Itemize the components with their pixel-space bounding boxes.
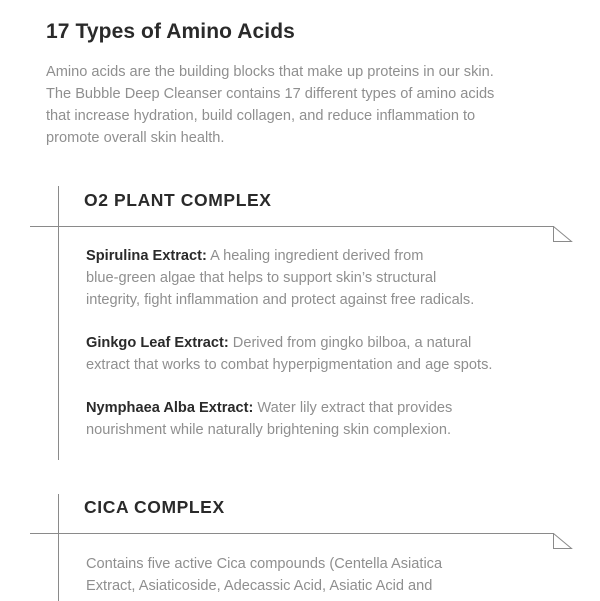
ingredient-desc: Contains five active Cica compounds (Centella Asiatica (86, 556, 443, 572)
ingredient-term: Spirulina Extract: (86, 248, 207, 264)
ingredient-term: Ginkgo Leaf Extract: (86, 335, 229, 351)
intro-line: promote overall skin health. (46, 130, 225, 146)
ingredient-entry (86, 245, 586, 311)
ingredient-entry (86, 332, 586, 376)
intro-line: that increase hydration, build collagen, and reduce inflammation to (46, 108, 476, 124)
folded-corner-icon (553, 226, 575, 242)
intro-title: 17 Types of Amino Acids (46, 20, 295, 43)
ingredient-desc: Derived from gingko bilboa, a natural (228, 335, 472, 351)
section-1-vertical-rule (58, 186, 59, 460)
section-2-horizontal-rule (30, 533, 554, 534)
section-1-heading: O2 PLANT COMPLEX (84, 190, 272, 210)
ingredient-desc: blue-green algae that helps to support skin’s structural (86, 270, 437, 286)
ingredient-entry (86, 553, 586, 597)
ingredient-desc: Water lily extract that provides (253, 400, 453, 416)
section-2-vertical-rule (58, 494, 59, 601)
ingredient-desc: extract that works to combat hyperpigmentation and age spots. (86, 357, 493, 373)
folded-corner-icon (553, 533, 575, 549)
ingredient-desc: A healing ingredient derived from (206, 248, 424, 264)
ingredient-term: Nymphaea Alba Extract: (86, 400, 254, 416)
ingredient-entry (86, 397, 586, 441)
section-2-heading: CICA COMPLEX (84, 497, 225, 517)
section-1-horizontal-rule (30, 226, 554, 227)
ingredient-desc: nourishment while naturally brightening skin complexion. (86, 422, 452, 438)
ingredient-desc: Extract, Asiaticoside, Adecassic Acid, Asiatic Acid and (86, 578, 433, 594)
ingredient-desc: integrity, fight inflammation and protect against free radicals. (86, 292, 475, 308)
section-2-entries (86, 553, 586, 597)
intro-line: Amino acids are the building blocks that make up proteins in our skin. (46, 64, 494, 80)
section-1-entries (86, 245, 586, 441)
intro-line: The Bubble Deep Cleanser contains 17 different types of amino acids (46, 86, 495, 102)
intro-paragraph (46, 61, 566, 149)
